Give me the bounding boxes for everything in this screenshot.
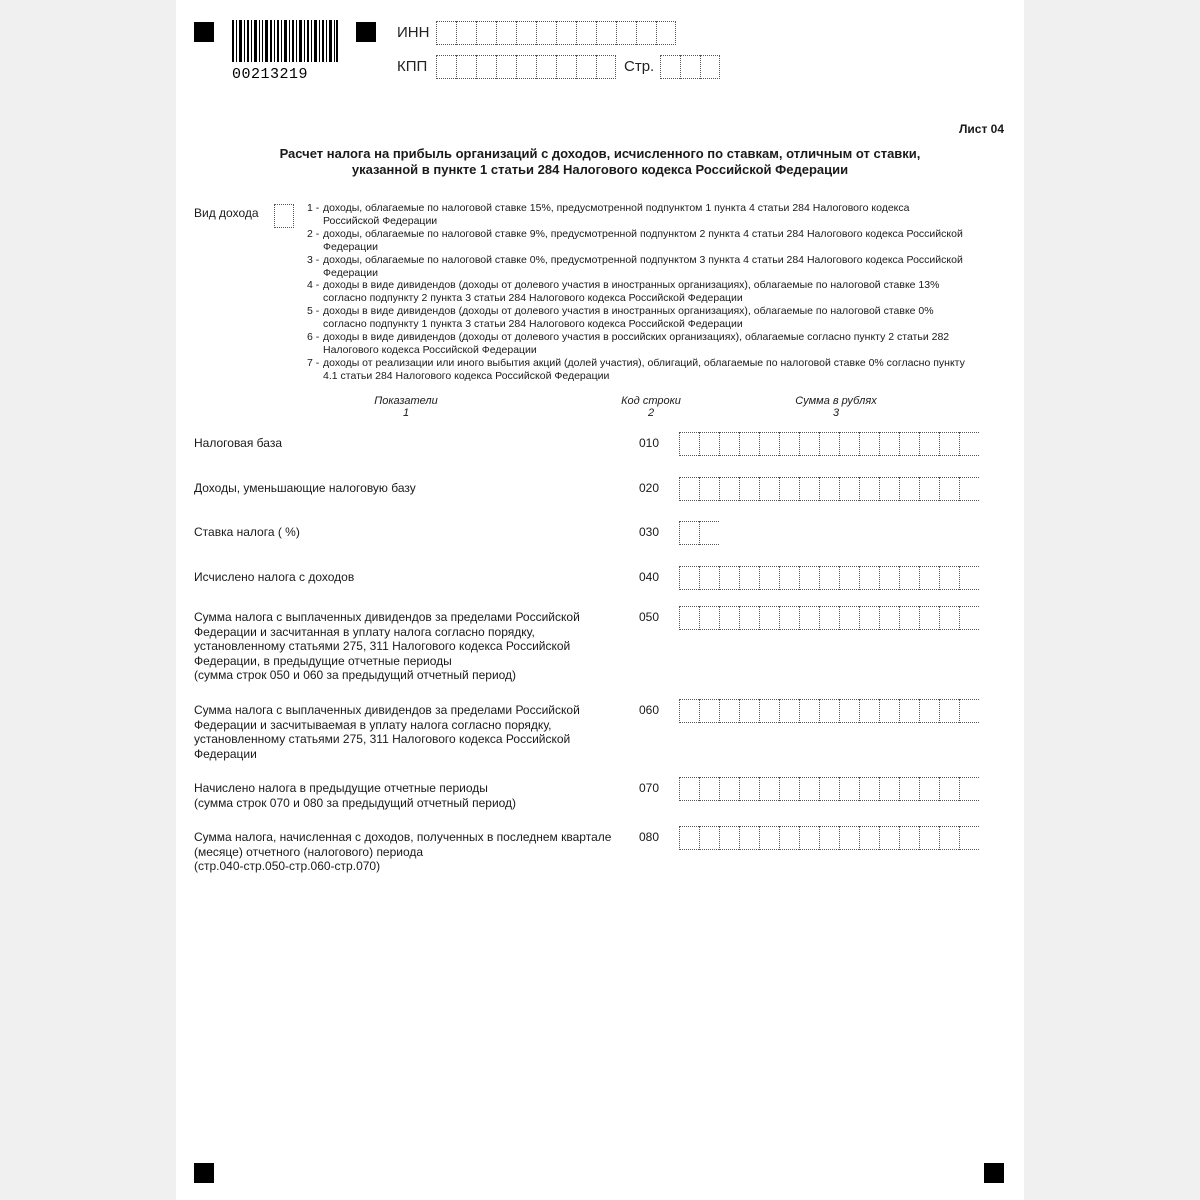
digit-cell[interactable] [919,826,939,850]
inn-label: ИНН [397,24,430,41]
digit-cell[interactable] [680,55,700,79]
digit-cell[interactable] [516,21,536,45]
income-kind-option-number: 6 - [307,331,320,344]
page-label: Стр. [624,58,655,75]
income-kind-option-number: 3 - [307,253,320,266]
digit-cell[interactable] [719,432,739,456]
digit-cell[interactable] [919,432,939,456]
digit-cell[interactable] [959,777,979,801]
digit-cell[interactable] [679,777,699,801]
digit-cell[interactable] [656,21,676,45]
digit-cell[interactable] [819,777,839,801]
digit-cell[interactable] [799,432,819,456]
income-kind-option [307,228,967,254]
digit-cell[interactable] [699,826,719,850]
column-indicators-title: Показатели [374,395,438,407]
digit-cell[interactable] [739,777,759,801]
digit-cell[interactable] [899,777,919,801]
row-label-060: Сумма налога с выплаченных дивидендов за пределами Российской Федерации и засчитываемая в уплату налога согласно порядку, установленному статьями 275, 311 Налогового кодекса Российской Федерации [194,703,580,761]
income-kind-option [307,279,967,305]
row-label-080: Сумма налога, начисленная с доходов, полученных в последнем квартале (месяце) отчетного (налогового) периода (стр.040-стр.050-стр.060-стр.070) [194,830,612,874]
digit-cell[interactable] [699,432,719,456]
digit-cell[interactable] [739,606,759,630]
digit-cell[interactable] [899,606,919,630]
digit-cell[interactable] [679,606,699,630]
digit-cell[interactable] [779,826,799,850]
digit-cell[interactable] [679,521,699,545]
digit-cell[interactable] [899,566,919,590]
digit-cell[interactable] [660,55,680,79]
digit-cell[interactable] [576,21,596,45]
digit-cell[interactable] [739,477,759,501]
digit-cell[interactable] [759,477,779,501]
row-label-020: Доходы, уменьшающие налоговую базу [194,481,416,495]
digit-cell[interactable] [616,21,636,45]
income-kind-option [307,202,967,228]
digit-cell[interactable] [759,432,779,456]
digit-cell[interactable] [919,477,939,501]
digit-cell[interactable] [959,477,979,501]
digit-cell[interactable] [719,777,739,801]
digit-cell[interactable] [799,606,819,630]
digit-cell[interactable] [819,699,839,723]
digit-cell[interactable] [739,826,759,850]
digit-cell[interactable] [476,55,496,79]
row-code-020: 020 [639,481,660,495]
row-code-080: 080 [639,830,660,844]
digit-cell[interactable] [839,777,859,801]
digit-cell[interactable] [456,55,476,79]
income-kind-option-text: доходы, облагаемые по налоговой ставке 15%, предусмотренной подпунктом 1 пункта 4 статьи 284 Налогового кодекса Российской Федерации [323,202,910,227]
inn-field[interactable] [436,21,676,45]
digit-cell[interactable] [799,477,819,501]
row-code-050: 050 [639,610,660,624]
income-kind-option-text: доходы в виде дивидендов (доходы от долевого участия в иностранных организациях), облагаемые по налоговой ставке 0% согласно подпункту 1 пункта 3 статьи 284 Налогового кодекса Российской Федерации [323,305,934,331]
income-kind-option-number: 2 - [307,227,320,240]
digit-cell[interactable] [436,21,456,45]
digit-cell[interactable] [859,566,879,590]
income-kind-option-number: 7 - [307,356,320,369]
digit-cell[interactable] [536,21,556,45]
digit-cell[interactable] [959,699,979,723]
income-kind-list [307,202,967,383]
digit-cell[interactable] [839,477,859,501]
digit-cell[interactable] [959,826,979,850]
digit-cell[interactable] [679,826,699,850]
digit-cell[interactable] [819,566,839,590]
form-page [176,0,1024,1200]
digit-cell[interactable] [919,699,939,723]
digit-cell[interactable] [719,606,739,630]
row-code-070: 070 [639,781,660,795]
digit-cell[interactable] [799,777,819,801]
digit-cell[interactable] [859,826,879,850]
digit-cell[interactable] [859,777,879,801]
digit-cell[interactable] [879,606,899,630]
income-kind-option-text: доходы, облагаемые по налоговой ставке 9%, предусмотренной подпунктом 2 пункта 4 статьи 284 Налогового кодекса Российской Федерации [323,227,963,253]
digit-cell[interactable] [959,606,979,630]
income-kind-option [307,305,967,331]
digit-cell[interactable] [839,699,859,723]
income-kind-option-text: доходы от реализации или иного выбытия акций (долей участия), облигаций, облагаемые по налоговой ставке 0% согласно пункту 4.1 статьи 284 Налогового кодекса Российской Федерации [323,356,965,382]
digit-cell[interactable] [719,826,739,850]
digit-cell[interactable] [556,55,576,79]
digit-cell[interactable] [699,521,719,545]
income-kind-option-text: доходы, облагаемые по налоговой ставке 0%, предусмотренной подпунктом 3 пункта 4 статьи 284 Налогового кодекса Российской Федерации [323,253,963,279]
kpp-field[interactable] [436,55,616,79]
digit-cell[interactable] [839,826,859,850]
corner-marker-bottom-left [194,1163,214,1183]
digit-cell[interactable] [779,566,799,590]
income-kind-option-number: 4 - [307,279,320,292]
income-kind-option [307,331,967,357]
column-sum-header [776,395,896,419]
column-indicators-header [356,395,456,419]
digit-cell[interactable] [679,432,699,456]
digit-cell[interactable] [939,477,959,501]
column-sum-number: 3 [832,407,840,419]
digit-cell[interactable] [779,777,799,801]
digit-cell[interactable] [799,826,819,850]
digit-cell[interactable] [739,432,759,456]
row-value-field-070[interactable] [679,777,979,801]
digit-cell[interactable] [719,566,739,590]
digit-cell[interactable] [879,566,899,590]
digit-cell[interactable] [899,699,919,723]
digit-cell[interactable] [839,566,859,590]
digit-cell[interactable] [456,21,476,45]
income-kind-option-text: доходы в виде дивидендов (доходы от долевого участия в российских организациях), облагаемые согласно пункту 2 статьи 282 Налогового кодекса Российской Федерации [323,331,950,356]
row-value-field-030[interactable] [679,521,719,545]
digit-cell[interactable] [759,777,779,801]
digit-cell[interactable] [699,477,719,501]
digit-cell[interactable] [719,699,739,723]
digit-cell[interactable] [939,606,959,630]
column-indicators-number: 1 [402,407,410,419]
digit-cell[interactable] [859,477,879,501]
digit-cell[interactable] [700,55,720,79]
digit-cell[interactable] [939,566,959,590]
row-value-field-050[interactable] [679,606,979,630]
digit-cell[interactable] [879,432,899,456]
row-code-030: 030 [639,525,660,539]
row-label-070: Начислено налога в предыдущие отчетные периоды (сумма строк 070 и 080 за предыдущий отчетный период) [194,781,517,810]
row-label-010: Налоговая база [194,436,282,450]
row-code-060: 060 [639,703,660,717]
digit-cell[interactable] [799,699,819,723]
digit-cell[interactable] [779,606,799,630]
digit-cell[interactable] [919,777,939,801]
digit-cell[interactable] [939,826,959,850]
digit-cell[interactable] [779,477,799,501]
row-code-040: 040 [639,570,660,584]
digit-cell[interactable] [819,826,839,850]
digit-cell[interactable] [536,55,556,79]
digit-cell[interactable] [516,55,536,79]
row-label-030: Ставка налога ( %) [194,525,300,539]
row-value-field-010[interactable] [679,432,979,456]
form-title [196,146,1004,178]
digit-cell[interactable] [959,432,979,456]
digit-cell[interactable] [576,55,596,79]
row-value-field-060[interactable] [679,699,979,723]
income-kind-label: Вид дохода [194,206,259,220]
digit-cell[interactable] [899,432,919,456]
digit-cell[interactable] [879,777,899,801]
digit-cell[interactable] [819,606,839,630]
digit-cell[interactable] [596,21,616,45]
digit-cell[interactable] [636,21,656,45]
digit-cell[interactable] [679,477,699,501]
income-kind-option [307,254,967,280]
digit-cell[interactable] [819,432,839,456]
digit-cell[interactable] [759,826,779,850]
title-line-2: указанной в пункте 1 статьи 284 Налогового кодекса Российской Федерации [351,162,849,177]
column-sum-title: Сумма в рублях [795,395,877,407]
income-kind-option-number: 5 - [307,305,320,318]
row-label-040: Исчислено налога с доходов [194,570,355,584]
corner-marker-top-left [194,22,214,42]
digit-cell[interactable] [879,826,899,850]
digit-cell[interactable] [476,21,496,45]
digit-cell[interactable] [699,566,719,590]
income-kind-option-number: 1 - [307,202,320,214]
income-kind-option [307,357,967,383]
row-code-010: 010 [639,436,660,450]
digit-cell[interactable] [839,606,859,630]
barcode-icon [232,20,338,62]
digit-cell[interactable] [699,699,719,723]
digit-cell[interactable] [679,566,699,590]
digit-cell[interactable] [759,606,779,630]
digit-cell[interactable] [739,699,759,723]
sheet-number: Лист 04 [958,122,1004,136]
row-value-field-020[interactable] [679,477,979,501]
digit-cell[interactable] [939,432,959,456]
digit-cell[interactable] [899,826,919,850]
digit-cell[interactable] [679,699,699,723]
digit-cell[interactable] [496,21,516,45]
digit-cell[interactable] [779,432,799,456]
digit-cell[interactable] [436,55,456,79]
column-code-header [606,395,696,419]
barcode-number: 00213219 [232,66,309,83]
income-kind-option-text: доходы в виде дивидендов (доходы от долевого участия в иностранных организациях), облагаемые по налоговой ставке 13% согласно подпункту 2 пункта 3 статьи 284 Налогового кодекса Российской Федерации [323,279,940,305]
digit-cell[interactable] [799,566,819,590]
digit-cell[interactable] [919,606,939,630]
digit-cell[interactable] [496,55,516,79]
page-field[interactable] [660,55,720,79]
digit-cell[interactable] [859,699,879,723]
digit-cell[interactable] [919,566,939,590]
digit-cell[interactable] [819,477,839,501]
digit-cell[interactable] [899,477,919,501]
digit-cell[interactable] [759,699,779,723]
digit-cell[interactable] [859,432,879,456]
digit-cell[interactable] [879,699,899,723]
corner-marker-bottom-right [984,1163,1004,1183]
kpp-label: КПП [397,58,428,75]
digit-cell[interactable] [719,477,739,501]
digit-cell[interactable] [859,606,879,630]
digit-cell[interactable] [699,777,719,801]
digit-cell[interactable] [759,566,779,590]
digit-cell[interactable] [939,777,959,801]
digit-cell[interactable] [699,606,719,630]
digit-cell[interactable] [879,477,899,501]
digit-cell[interactable] [596,55,616,79]
digit-cell[interactable] [959,566,979,590]
digit-cell[interactable] [939,699,959,723]
income-kind-field[interactable] [274,204,294,228]
row-value-field-040[interactable] [679,566,979,590]
digit-cell[interactable] [556,21,576,45]
row-label-050: Сумма налога с выплаченных дивидендов за пределами Российской Федерации и засчитанная в уплату налога согласно порядку, установленному статьями 275, 311 Налогового кодекса Российской Федерации, в предыдущие отчетные периоды (сумма строк 050 и 060 за предыдущий отчетный период) [194,610,580,683]
digit-cell[interactable] [839,432,859,456]
digit-cell[interactable] [779,699,799,723]
row-value-field-080[interactable] [679,826,979,850]
title-line-1: Расчет налога на прибыль организаций с доходов, исчисленного по ставкам, отличным от ставки, [279,146,921,161]
corner-marker-top-right [356,22,376,42]
column-code-title: Код строки [621,395,681,407]
column-code-number: 2 [647,407,655,419]
digit-cell[interactable] [739,566,759,590]
